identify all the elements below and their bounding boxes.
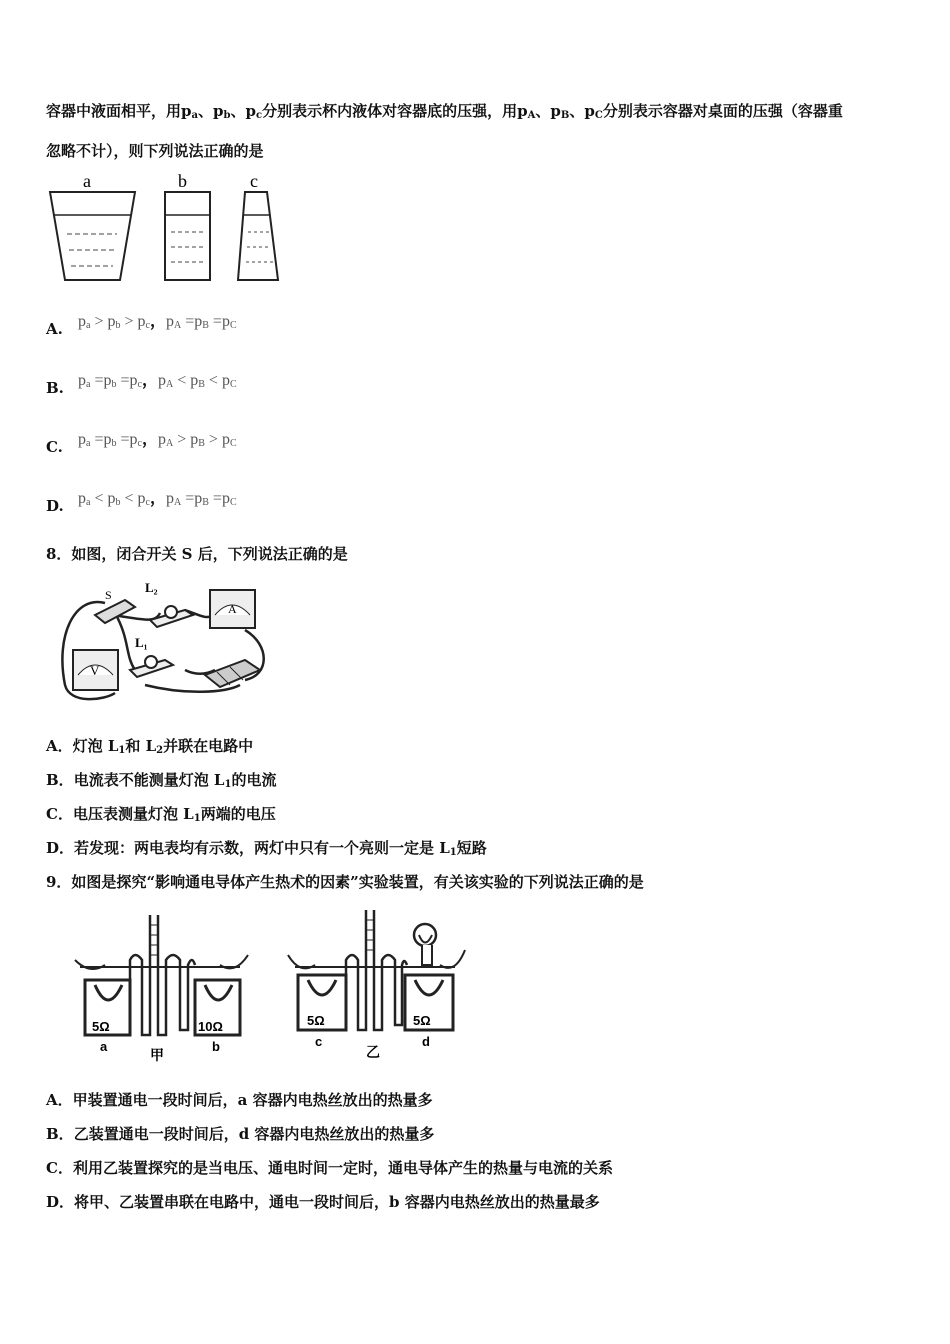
q8-circuit-figure [45,575,280,710]
sep: 、 [230,102,246,120]
q7-stem-line2: 忽略不计），则下列说法正确的是 [46,142,264,160]
PC: p [584,102,595,120]
q7-stem-part1: 容器中液面相平，用 [46,102,182,120]
q7-option-c-label: C. [46,438,63,456]
PC-sub: C [594,110,603,121]
label-v: V [90,663,100,678]
q9-option-b[interactable]: B．乙装置通电一段时间后，d 容器内电热丝放出的热量多 [46,1125,435,1143]
q7-stem-line1 [46,100,843,121]
container-c [238,192,278,280]
q7-option-b-formula: $p_a =p_b =p_c$，$p_A < p_B < p_C$ [78,372,237,390]
q9-option-a[interactable]: A．甲装置通电一段时间后，a 容器内电热丝放出的热量多 [46,1091,433,1109]
label-b: b [178,171,187,191]
resistor-b-label: 10Ω [198,1019,223,1034]
PB: p [550,102,561,120]
resistor-d-label: 5Ω [413,1013,431,1028]
label-b: b [212,1039,220,1054]
label-yi: 乙 [366,1045,380,1061]
q8-stem: 8．如图，闭合开关 S 后，下列说法正确的是 [46,545,348,563]
container-a [50,192,135,280]
resistor-a-label: 5Ω [92,1019,110,1034]
sep: 、 [569,102,585,120]
label-a: A [228,602,237,616]
q9-stem: 9．如图是探究“影响通电导体产生热术的因素”实验装置，有关该实验的下列说法正确的是 [46,873,644,891]
PA: p [517,102,528,120]
label-a: a [100,1039,108,1054]
label-l2: L₂ [145,580,158,595]
label-jia: 甲 [150,1048,164,1064]
q7-option-a-formula: $p_a > p_b > p_c$，$p_A =p_B =p_C$ [78,313,237,331]
q7-option-c-formula: $p_a =p_b =p_c$，$p_A > p_B > p_C$ [78,431,237,449]
q7-option-d-formula: $p_a < p_b < p_c$，$p_A =p_B =p_C$ [78,490,237,508]
q9-option-c[interactable]: C．利用乙装置探究的是当电压、通电时间一定时，通电导体产生的热量与电流的关系 [46,1159,613,1177]
label-l1: L₁ [135,635,148,650]
label-s: S [105,588,112,602]
q7-containers-figure [45,170,305,285]
resistor-c-label: 5Ω [307,1013,325,1028]
pb: p [213,102,224,120]
sep: 、 [535,102,551,120]
q8-option-d[interactable]: D．若发现：两电表均有示数，两灯中只有一个亮则一定是 $L_1$短路 [46,839,487,858]
label-a: a [83,171,91,191]
q9-option-d[interactable]: D．将甲、乙装置串联在电路中，通电一段时间后，b 容器内电热丝放出的热量最多 [46,1193,600,1211]
q7-option-b-label: B. [46,379,64,397]
label-d: d [422,1034,430,1049]
battery [205,660,260,687]
PB-sub: B [560,110,570,121]
container-b [165,192,210,280]
q7-option-a-label: A. [46,320,63,338]
q8-option-b[interactable]: B．电流表不能测量灯泡 $L_1$的电流 [46,771,277,790]
pb-sub: b [223,110,231,121]
q7-stem-part2: 分别表示杯内液体对容器底的压强，用 [262,102,518,120]
label-c: c [250,171,258,191]
pc-sub: c [256,110,263,121]
pa-sub: a [191,110,198,121]
PA-sub: A [527,110,536,121]
q7-option-d-label: D. [46,497,64,515]
pa: p [181,102,192,120]
label-c: c [315,1034,323,1049]
q9-apparatus-figure [70,905,480,1065]
sep: 、 [198,102,214,120]
q7-stem-part3: 分别表示容器对桌面的压强（容器重 [602,102,843,120]
pc: p [245,102,257,120]
q8-option-c[interactable]: C．电压表测量灯泡 $L_1$两端的电压 [46,805,276,824]
q8-option-a[interactable]: A．灯泡 $L_1$和 $L_2$并联在电路中 [46,737,254,756]
